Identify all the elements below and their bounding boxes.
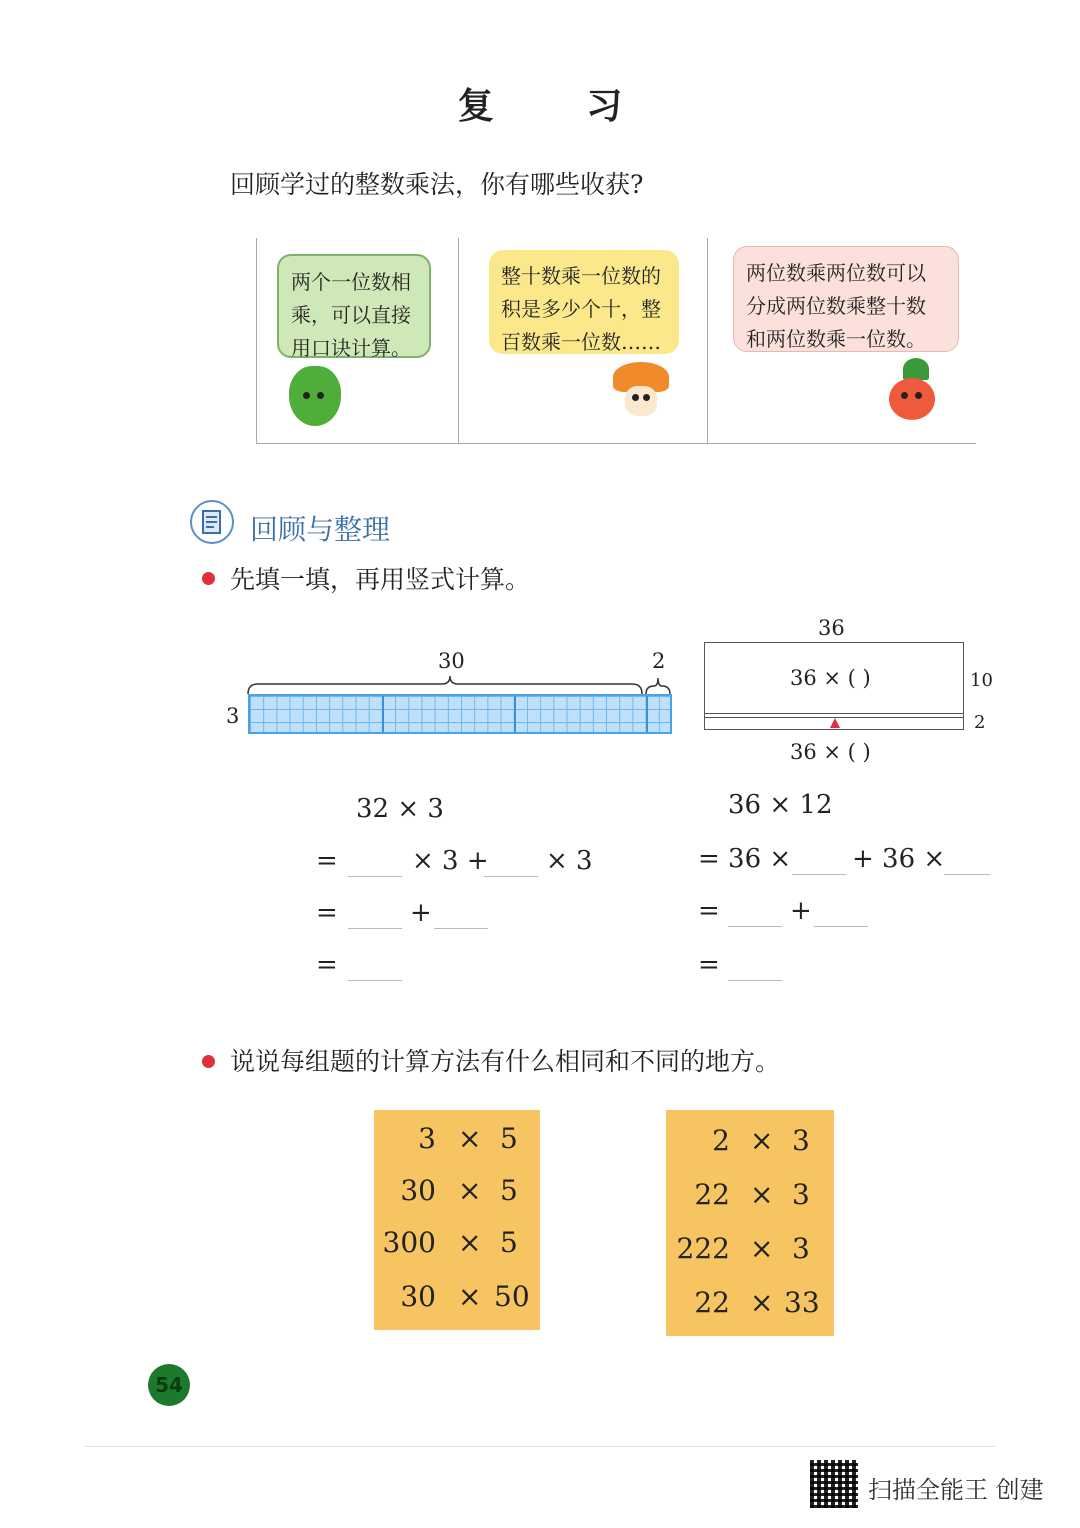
- qr-code-icon: [810, 1460, 858, 1508]
- radish-leaves: [903, 358, 929, 380]
- grid-model: [248, 694, 672, 734]
- calc-left-plus: +: [410, 898, 432, 928]
- bullet-icon: [202, 1055, 215, 1068]
- grid-label-3: 3: [226, 704, 240, 728]
- calc-left-part: × 3 +: [412, 846, 489, 876]
- section-title: 回顾与整理: [250, 513, 391, 546]
- rect-inner-top: 36 × ( ): [790, 666, 871, 690]
- grid-label-30: 30: [438, 649, 465, 673]
- notebook-icon: [190, 500, 234, 544]
- task-fill-in: 先填一填，再用竖式计算。: [230, 565, 531, 594]
- bubble-line: 乘，可以直接: [291, 303, 411, 327]
- answer-blank[interactable]: [944, 874, 990, 875]
- bubble-line: 积是多少个十，整: [501, 297, 661, 321]
- grid-label-2: 2: [652, 649, 666, 673]
- task-compare: 说说每组题的计算方法有什么相同和不同的地方。: [230, 1047, 781, 1076]
- answer-blank[interactable]: [814, 926, 868, 927]
- footer-divider: [84, 1446, 996, 1447]
- mushroom-stem: [625, 386, 657, 416]
- answer-blank[interactable]: [348, 928, 402, 929]
- calc-right-part: = 36 ×: [698, 844, 792, 874]
- arrow-up-icon: [828, 718, 842, 730]
- pepper-icon: [289, 366, 341, 426]
- page-number: 54: [148, 1364, 190, 1406]
- answer-blank[interactable]: [792, 874, 846, 875]
- speech-bubble-mushroom: [489, 250, 679, 354]
- bubble-line: 分成两位数乘整十数: [746, 294, 926, 318]
- review-panel: [256, 238, 976, 444]
- bullet-icon: [202, 572, 215, 585]
- answer-blank[interactable]: [434, 928, 488, 929]
- calc-right-part: + 36 ×: [852, 844, 946, 874]
- bubble-line: 和两位数乘一位数。: [746, 327, 926, 351]
- calc-right-plus: +: [790, 896, 812, 926]
- calc-left-eq: =: [316, 898, 338, 928]
- bubble-line: 两位数乘两位数可以: [746, 261, 926, 285]
- answer-blank[interactable]: [728, 980, 782, 981]
- answer-blank[interactable]: [728, 926, 782, 927]
- panel-divider: [707, 238, 708, 444]
- speech-bubble-pepper: [277, 254, 431, 358]
- rect-side-2: 2: [974, 712, 986, 733]
- speech-bubble-radish: [733, 246, 959, 352]
- rect-inner-bottom: 36 × ( ): [790, 740, 871, 764]
- calc-left-part: × 3: [546, 846, 593, 876]
- bubble-line: 两个一位数相: [291, 270, 411, 294]
- intro-question: 回顾学过的整数乘法，你有哪些收获?: [230, 170, 644, 199]
- calc-left-eq: =: [316, 950, 338, 980]
- calc-left-expr: 32 × 3: [356, 794, 444, 824]
- problem-card-left: 3 × 5 30 × 5 300 × 5 30 × 50: [374, 1110, 540, 1330]
- scanner-brand: 扫描全能王 创建: [868, 1476, 1044, 1504]
- bubble-line: 整十数乘一位数的: [501, 264, 661, 288]
- answer-blank[interactable]: [348, 980, 402, 981]
- panel-divider: [458, 238, 459, 444]
- calc-right-eq: =: [698, 950, 720, 980]
- rect-side-10: 10: [970, 670, 993, 691]
- calc-left-eq: =: [316, 846, 338, 876]
- radish-icon: [889, 378, 935, 420]
- bubble-line: 百数乘一位数……: [501, 330, 661, 354]
- problem-card-right: 2 × 3 22 × 3 222 × 3 22 × 33: [666, 1110, 834, 1336]
- answer-blank[interactable]: [484, 876, 538, 877]
- brace-marks: [246, 672, 676, 696]
- answer-blank[interactable]: [348, 876, 402, 877]
- calc-right-expr: 36 × 12: [728, 790, 833, 820]
- rect-top-label: 36: [818, 616, 845, 640]
- bubble-line: 用口诀计算。: [291, 336, 411, 360]
- page-title: 复 习: [457, 85, 663, 127]
- calc-right-eq: =: [698, 896, 720, 926]
